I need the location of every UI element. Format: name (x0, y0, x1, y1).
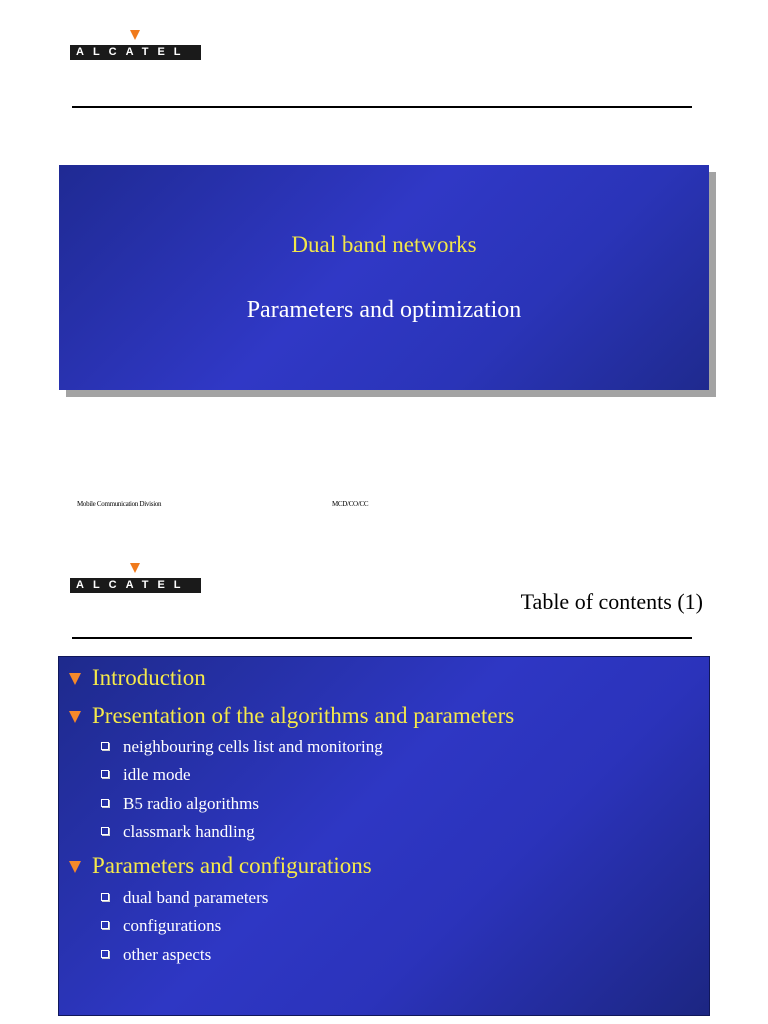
orange-arrow-icon (69, 711, 81, 723)
toc-section-label: Presentation of the algorithms and parameters (92, 703, 515, 728)
footer-code: MCD/CO/CC (332, 500, 369, 508)
orange-arrow-icon (69, 673, 81, 685)
logo-triangle-icon (130, 563, 140, 573)
header-divider (72, 106, 692, 108)
toc-subitem-label: other aspects (123, 945, 212, 964)
square-bullet-icon (101, 770, 109, 778)
toc-subitem-label: B5 radio algorithms (123, 794, 259, 813)
toc-subitem-label: dual band parameters (123, 888, 269, 907)
slide-subtitle: Parameters and optimization (246, 297, 522, 323)
toc-section-label: Introduction (92, 665, 206, 690)
toc-section-label: Parameters and configurations (92, 853, 372, 878)
toc-subitem-label: idle mode (123, 765, 191, 784)
logo-wordmark: ALCATEL (70, 578, 201, 593)
orange-arrow-icon (69, 861, 81, 873)
header-divider (72, 637, 692, 639)
toc-subitem-label: classmark handling (123, 822, 255, 841)
logo-triangle-icon (130, 30, 140, 40)
slide-title: Dual band networks (291, 232, 477, 257)
footer-division: Mobile Communication Division (77, 500, 162, 508)
square-bullet-icon (101, 799, 109, 807)
logo-wordmark: ALCATEL (70, 45, 201, 60)
toc-subitem-label: configurations (123, 916, 222, 935)
toc-subitem-label: neighbouring cells list and monitoring (123, 737, 383, 756)
toc-slide (58, 656, 710, 1016)
title-slide (59, 165, 709, 390)
page-title: Table of contents (1) (520, 589, 703, 614)
square-bullet-icon (101, 950, 109, 958)
square-bullet-icon (101, 742, 109, 750)
square-bullet-icon (101, 893, 109, 901)
square-bullet-icon (101, 827, 109, 835)
square-bullet-icon (101, 921, 109, 929)
